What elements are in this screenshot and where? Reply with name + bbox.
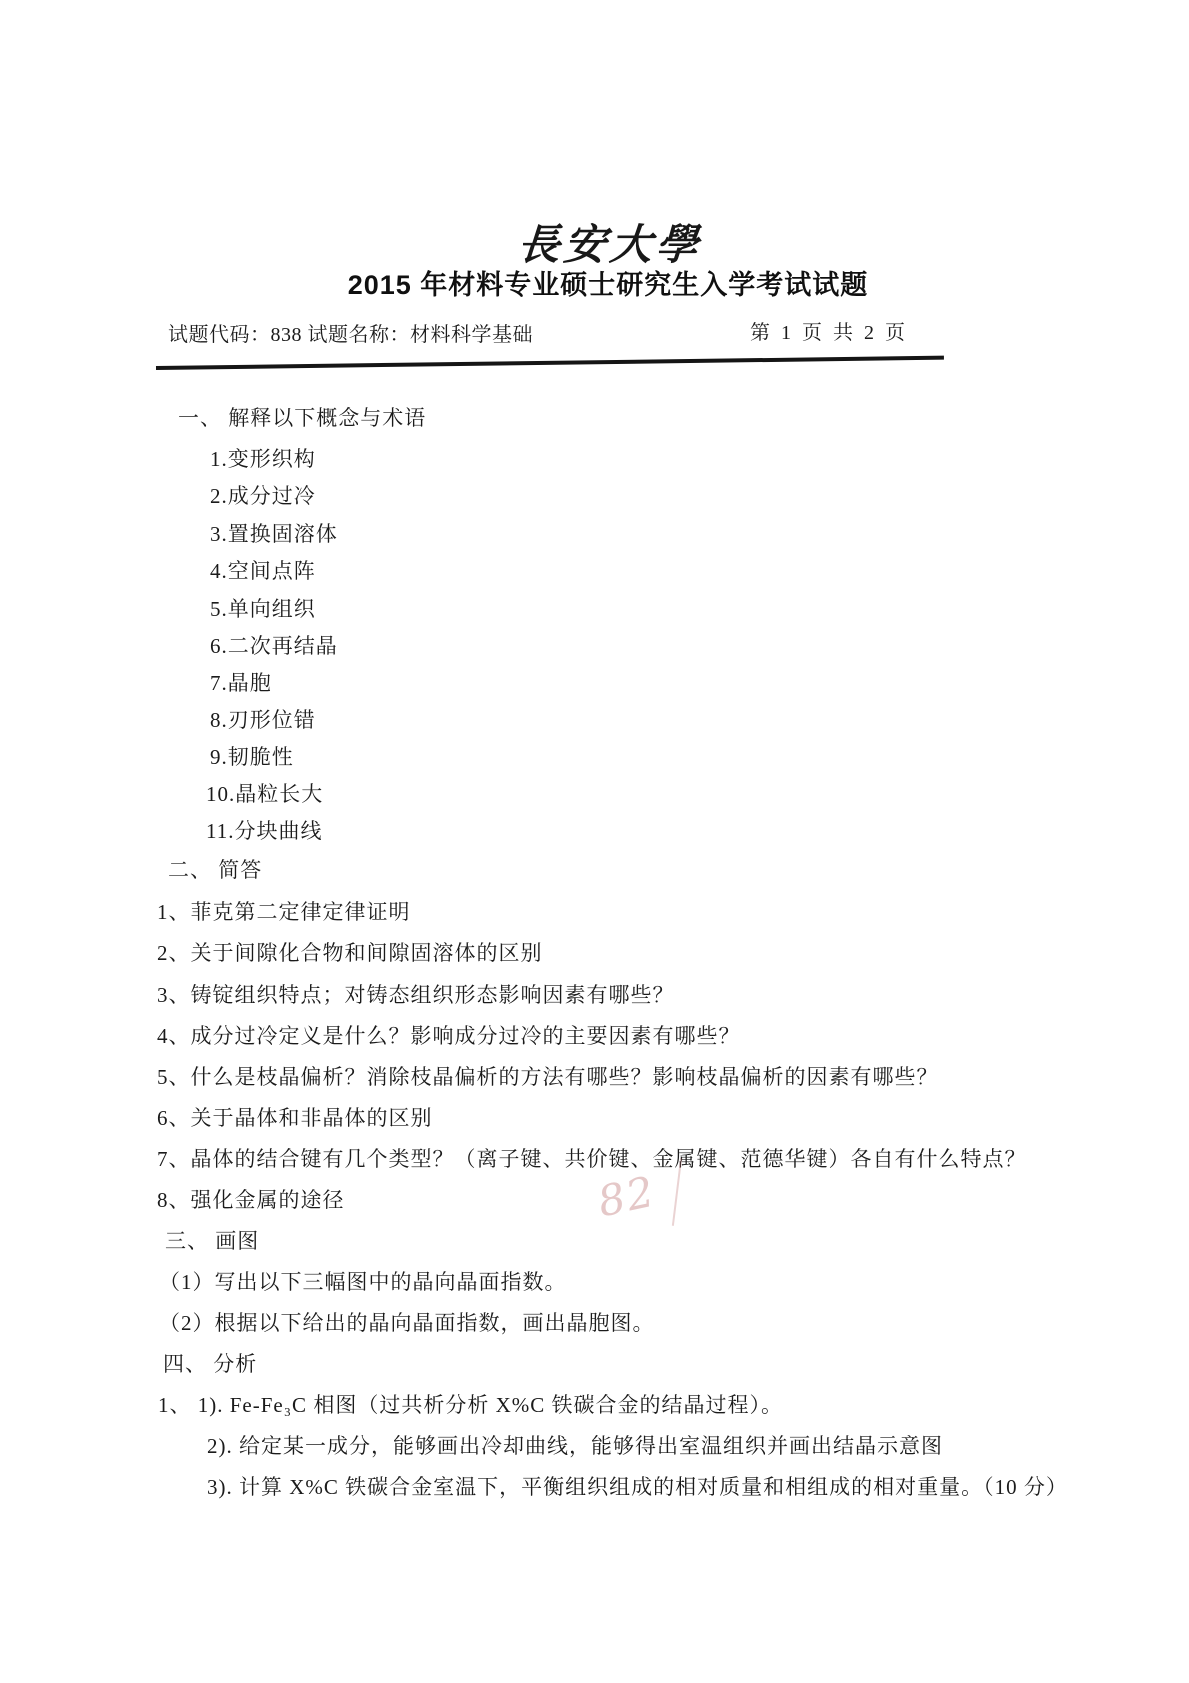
term-item-1: 1.变形织构 xyxy=(210,447,316,471)
term-item-11: 11.分块曲线 xyxy=(206,819,323,843)
term-item-4: 4.空间点阵 xyxy=(210,559,316,583)
question-item-6: 6、关于晶体和非晶体的区别 xyxy=(157,1106,433,1130)
term-item-7: 7.晶胞 xyxy=(210,671,272,695)
analysis-item-2: 2). 给定某一成分，能够画出冷却曲线，能够得出室温组织并画出结晶示意图 xyxy=(207,1434,943,1458)
section-3-heading: 三、 画图 xyxy=(165,1229,260,1253)
term-item-6: 6.二次再结晶 xyxy=(210,634,338,658)
question-item-3: 3、铸锭组织特点；对铸态组织形态影响因素有哪些？ xyxy=(157,983,675,1007)
exam-title: 2015 年材料专业硕士研究生入学考试试题 xyxy=(347,270,869,300)
header-divider xyxy=(156,356,944,370)
page-number: 第 1 页 共 2 页 xyxy=(750,322,906,344)
drawing-item-2: （2）根据以下给出的晶向晶面指数，画出晶胞图。 xyxy=(159,1311,655,1335)
term-item-5: 5.单向组织 xyxy=(210,597,316,621)
section-1-heading: 一、 解释以下概念与术语 xyxy=(178,406,427,430)
term-item-8: 8.刃形位错 xyxy=(210,708,316,732)
analysis-item-3: 3). 计算 X%C 铁碳合金室温下，平衡组织组成的相对质量和相组成的相对重量。（10 分） xyxy=(207,1475,1068,1499)
section-2-heading: 二、 简答 xyxy=(168,858,263,882)
drawing-item-1: （1）写出以下三幅图中的晶向晶面指数。 xyxy=(159,1270,567,1294)
term-item-9: 9.韧脆性 xyxy=(210,745,294,769)
term-item-2: 2.成分过冷 xyxy=(210,484,316,508)
question-item-4: 4、成分过冷定义是什么？影响成分过冷的主要因素有哪些？ xyxy=(157,1024,741,1048)
section-4-heading: 四、 分析 xyxy=(163,1352,258,1376)
term-item-3: 3.置换固溶体 xyxy=(210,522,338,546)
question-item-1: 1、菲克第二定律定律证明 xyxy=(157,900,411,924)
question-item-5: 5、什么是枝晶偏析？消除枝晶偏析的方法有哪些？影响枝晶偏析的因素有哪些？ xyxy=(157,1065,939,1089)
exam-code-and-subject: 试题代码：838 试题名称：材料科学基础 xyxy=(168,324,533,346)
university-logo: 長安大學 xyxy=(516,220,704,269)
handwritten-pencil-mark: 82 xyxy=(593,1166,660,1227)
question-item-2: 2、关于间隙化合物和间隙固溶体的区别 xyxy=(157,941,543,965)
question-item-8: 8、强化金属的途径 xyxy=(157,1188,345,1212)
term-item-10: 10.晶粒长大 xyxy=(206,782,324,806)
question-item-7: 7、晶体的结合键有几个类型？（离子键、共价键、金属键、范德华键）各自有什么特点？ xyxy=(157,1147,1027,1171)
analysis-item-1: 1、 1). Fe-Fe₃C 相图（过共析分析 X%C 铁碳合金的结晶过程）。 xyxy=(158,1393,783,1417)
